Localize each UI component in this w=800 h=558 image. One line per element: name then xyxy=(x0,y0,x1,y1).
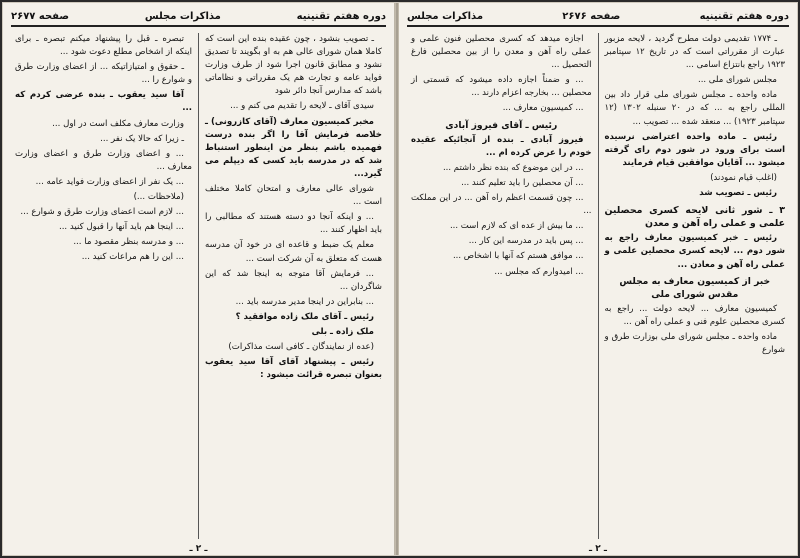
paragraph: ... بنابراین در اینجا مدیر مدرسه باید ... xyxy=(235,296,374,307)
paragraph: ـ ۱۷۷۴ تقدیمی دولت مطرح گردید ، لایحه مزبور عبارت از مقرراتی است که در تاریخ ۱۲ سپتامبر ۱۹۲۳ راجع بانتزاع اسامی ... xyxy=(604,34,785,71)
document-spread xyxy=(2,2,798,556)
speaker-heading: رئیس ـ آقای فیروز آبادی xyxy=(445,119,558,131)
right-page-number: صفحه ۲۶۷۶ xyxy=(562,10,621,22)
section-heading: ۳ ـ شور ثانی لایحه کسری محصلین علمی و عملی راه آهن و معدن xyxy=(604,205,785,230)
paragraph: تبصره ـ قبل را پیشنهاد میکنم تبصره ـ برای اینکه از اشخاص مطلع دعوت شود ... xyxy=(15,34,192,58)
speaker-line: رئیس ـ پیشنهاد آقای آقا سید یعقوب بعنوان تبصره قرائت میشود : xyxy=(205,357,382,381)
paragraph: ... این را هم مراعات کنید ... xyxy=(81,252,184,263)
paragraph: ... کمیسیون معارف ... xyxy=(502,103,584,114)
left-column-b xyxy=(11,33,196,539)
left-columns xyxy=(11,33,386,539)
speaker-line: مخبر کمیسیون معارف (آقای کازرونی) ـ خلاصه فرمایش آقا را اگر بنده درست فهمیده باشم بنظر من اینطور استنباط شد که در مدرسه باید کسی که دیپلم می گیرد... xyxy=(205,116,382,179)
paragraph: ... و مدرسه بنظر مقصود ما ... xyxy=(73,237,184,248)
paragraph: ماده واحده ـ مجلس شورای ملی قرار داد بین المللی راجع به ... که در ۲۰ سنبله ۱۳۰۲ (۱۲ سپتامبر ۱۹۲۳) ... منعقد شده ... تصویب ... xyxy=(604,90,785,127)
left-footer: ـ ۲ ـ xyxy=(189,544,208,554)
left-session: دوره هفتم تقنینیه xyxy=(296,10,386,22)
paragraph: ـ حقوق و امتیازاتیکه ... از اعضای وزارت طرق و شوارع را ... xyxy=(15,62,192,86)
paragraph: ... فرمایش آقا متوجه به اینجا شد که این شاگردان ... xyxy=(205,268,382,292)
paragraph: کمیسیون معارف ... لایحه دولت ... راجع به کسری محصلین علوم فنی و عملی راه آهن ... xyxy=(604,303,785,327)
speaker-line: رئیس ـ خبر کمیسیون معارف راجع به شور دوم ... لایحه کسری محصلین علمی و عملی راه آهن و معادن ... xyxy=(604,233,785,270)
left-column-a xyxy=(201,33,386,539)
paragraph: (عده از نمایندگان ـ کافی است مذاکرات) xyxy=(228,342,374,353)
paragraph: (اغلب قیام نمودند) xyxy=(710,172,777,183)
paragraph: وزارت معارف مکلف است در اول ... xyxy=(52,118,184,129)
paragraph: مجلس شورای ملی ... xyxy=(698,75,777,86)
paragraph: ... موافق هستم که آنها با اشخاص ... xyxy=(452,251,584,262)
paragraph: ... در این موضوع که بنده نظر داشتم ... xyxy=(442,162,584,173)
paragraph: ... و ضمناً اجازه داده میشود که قسمتی از محصلین ... بخارجه اعزام دارند ... xyxy=(411,75,592,99)
paragraph: ... و اعضای وزارت طرق و اعضای وزارت معارف ... xyxy=(15,148,192,172)
column-divider xyxy=(598,33,599,539)
right-columns xyxy=(407,33,789,539)
right-page xyxy=(399,3,797,556)
right-footer: ـ ۲ ـ xyxy=(589,544,607,554)
paragraph: سیدی آقای ـ لایحه را تقدیم می کنم و ... xyxy=(230,101,374,112)
report-heading: خبر از کمیسیون معارف به مجلس مقدس شورای ملی xyxy=(619,275,771,300)
paragraph: معلم یک ضبط و قاعده ای در خود آن مدرسه هست که متعلق به آن شرکت است ... xyxy=(205,240,382,264)
paragraph: ... و اینکه آنجا دو دسته هستند که مطالبی را باید اظهار کنند ... xyxy=(205,212,382,236)
paragraph: ... لازم است اعضای وزارت طرق و شوارع ... xyxy=(20,207,184,218)
paragraph: ـ زیرا که حالا یک نفر ... xyxy=(100,133,184,144)
right-title: مذاکرات مجلس xyxy=(407,10,484,22)
paragraph: اجازه میدهد که کسری محصلین فنون علمی و عملی راه آهن و معدن را از بین محصلین فارغ التحصیل ... xyxy=(411,34,592,71)
paragraph: (ملاحظات ...) xyxy=(133,192,184,203)
speaker-line: رئیس ـ آقای ملک زاده موافقید ؟ xyxy=(235,311,374,322)
paragraph: ... چون قسمت اعظم راه آهن ... در این مملکت ... xyxy=(411,193,592,217)
right-column-a xyxy=(407,33,596,539)
paragraph: ... اینجا هم باید آنها را قبول کنید ... xyxy=(58,222,184,233)
speaker-line: ملک زاده ـ بلی xyxy=(311,326,374,337)
paragraph: ... ما بیش از عده ای که لازم است ... xyxy=(449,221,584,232)
speaker-line: آقا سید یعقوب ـ بنده عرضی کردم که ... xyxy=(15,90,192,114)
speaker-line: رئیس ـ تصویب شد xyxy=(699,188,777,199)
speaker-line: رئیس ـ ماده واحده اعتراضی نرسیده است برای ورود در شور دوم رای گرفته میشود ... آقایان موافقین قیام فرمایند xyxy=(604,131,785,168)
left-page xyxy=(3,3,395,556)
column-divider xyxy=(198,33,199,539)
left-title: مذاکرات مجلس xyxy=(144,10,221,22)
paragraph: شورای عالی معارف و امتحان کاملا مختلف است ... xyxy=(205,184,382,208)
left-running-head xyxy=(11,7,386,27)
right-session: دوره هفتم تقنینیه xyxy=(699,10,789,22)
paragraph: ... یک نفر از اعضای وزارت فواید عامه ... xyxy=(35,176,184,187)
paragraph: ... امیدوارم که مجلس ... xyxy=(494,266,584,277)
right-column-b xyxy=(601,33,790,539)
speaker-line: فیروز آبادی ـ بنده از آنجائیکه عقیده خودم را عرض کرده ام ... xyxy=(411,134,592,158)
paragraph: ماده واحده ـ مجلس شورای ملی بوزارت طرق و شوارع xyxy=(604,331,785,356)
paragraph: ... آن محصلین را باید تعلیم کنند ... xyxy=(461,177,584,188)
paragraph: ... پس باید در مدرسه این کار ... xyxy=(468,236,584,247)
left-page-number: صفحه ۲۶۷۷ xyxy=(11,10,70,22)
paragraph: ـ تصویب بنشود ، چون عقیده بنده این است که کاملا همان شورای عالی هم به او بگویند تا تصدیق نشود و مطابق قانون اجرا شود از طرف وزارت فواید عامه و تجارت هم یک مقرراتی و نظاماتی باشد که مدارس آنجا دائر شود xyxy=(205,34,382,97)
right-running-head xyxy=(407,7,789,27)
